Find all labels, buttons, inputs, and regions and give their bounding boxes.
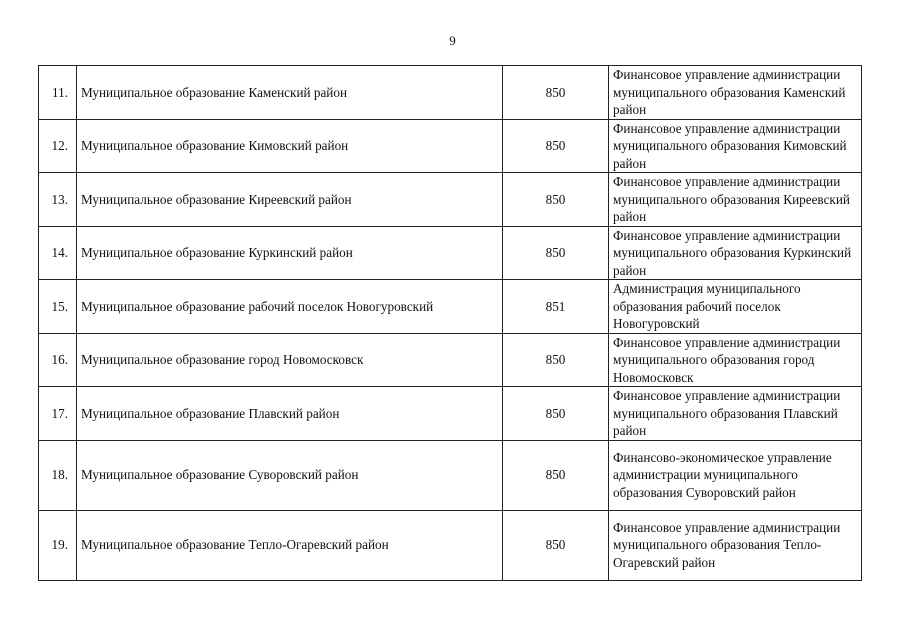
municipality-name: Муниципальное образование Каменский район bbox=[77, 66, 503, 120]
municipality-name: Муниципальное образование Куркинский район bbox=[77, 226, 503, 280]
code-cell: 850 bbox=[503, 226, 609, 280]
responsible-org: Администрация муниципального образования рабочий поселок Новогуровский bbox=[609, 280, 862, 334]
row-number: 18. bbox=[39, 440, 77, 510]
table-row bbox=[39, 510, 862, 580]
responsible-org: Финансовое управление администрации муниципального образования Тепло-Огаревский район bbox=[609, 510, 862, 580]
table-row bbox=[39, 440, 862, 510]
municipality-name: Муниципальное образование рабочий поселок Новогуровский bbox=[77, 280, 503, 334]
row-number: 12. bbox=[39, 119, 77, 173]
code-cell: 850 bbox=[503, 510, 609, 580]
table-row bbox=[39, 333, 862, 387]
row-number: 15. bbox=[39, 280, 77, 334]
responsible-org: Финансово-экономическое управление администрации муниципального образования Суворовский район bbox=[609, 440, 862, 510]
municipality-name: Муниципальное образование Суворовский район bbox=[77, 440, 503, 510]
municipal-table bbox=[38, 65, 862, 581]
responsible-org: Финансовое управление администрации муниципального образования Плавский район bbox=[609, 387, 862, 441]
row-number: 17. bbox=[39, 387, 77, 441]
municipality-name: Муниципальное образование город Новомосковск bbox=[77, 333, 503, 387]
municipality-name: Муниципальное образование Тепло-Огаревский район bbox=[77, 510, 503, 580]
row-number: 13. bbox=[39, 173, 77, 227]
row-number: 14. bbox=[39, 226, 77, 280]
code-cell: 850 bbox=[503, 66, 609, 120]
table-row bbox=[39, 226, 862, 280]
table-row bbox=[39, 173, 862, 227]
table-row bbox=[39, 66, 862, 120]
table-row bbox=[39, 119, 862, 173]
row-number: 19. bbox=[39, 510, 77, 580]
responsible-org: Финансовое управление администрации муниципального образования Киреевский район bbox=[609, 173, 862, 227]
code-cell: 851 bbox=[503, 280, 609, 334]
table-row bbox=[39, 387, 862, 441]
page-number: 9 bbox=[449, 33, 456, 48]
table-row bbox=[39, 280, 862, 334]
responsible-org: Финансовое управление администрации муниципального образования город Новомосковск bbox=[609, 333, 862, 387]
municipality-name: Муниципальное образование Кимовский район bbox=[77, 119, 503, 173]
responsible-org: Финансовое управление администрации муниципального образования Каменский район bbox=[609, 66, 862, 120]
code-cell: 850 bbox=[503, 173, 609, 227]
code-cell: 850 bbox=[503, 440, 609, 510]
code-cell: 850 bbox=[503, 119, 609, 173]
responsible-org: Финансовое управление администрации муниципального образования Кимовский район bbox=[609, 119, 862, 173]
municipality-name: Муниципальное образование Плавский район bbox=[77, 387, 503, 441]
code-cell: 850 bbox=[503, 333, 609, 387]
municipality-name: Муниципальное образование Киреевский район bbox=[77, 173, 503, 227]
row-number: 11. bbox=[39, 66, 77, 120]
responsible-org: Финансовое управление администрации муниципального образования Куркинский район bbox=[609, 226, 862, 280]
row-number: 16. bbox=[39, 333, 77, 387]
code-cell: 850 bbox=[503, 387, 609, 441]
